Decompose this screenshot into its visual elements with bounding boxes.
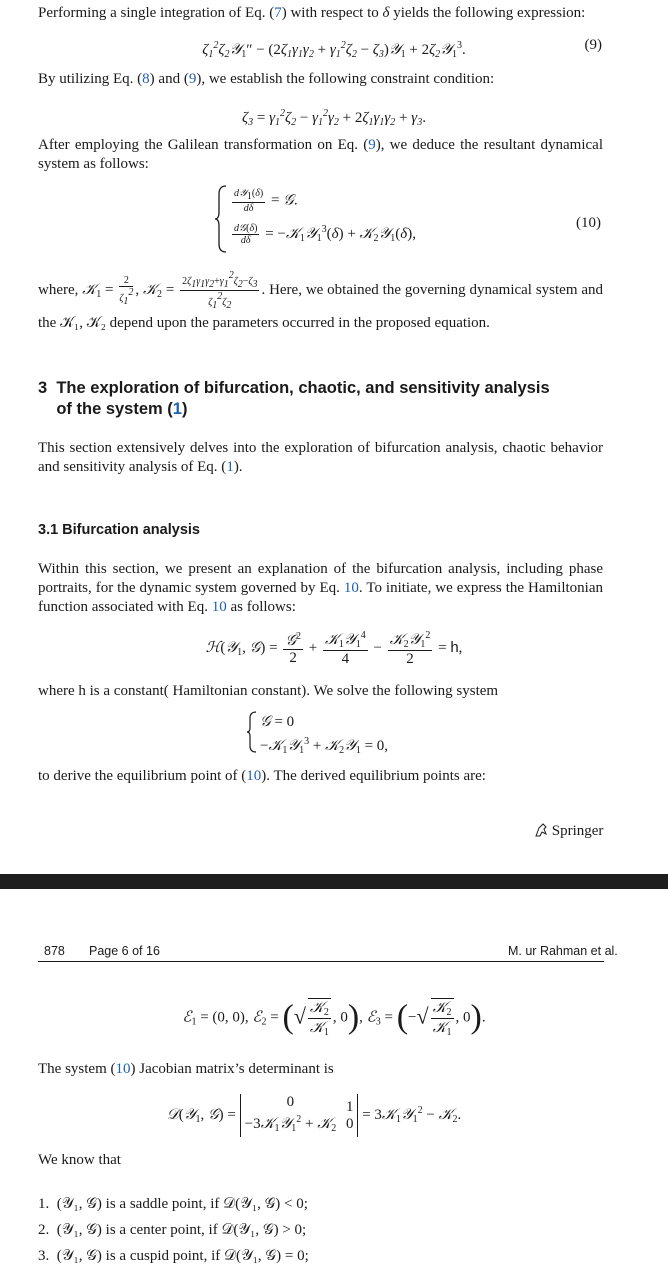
section-3-heading: 3 The exploration of bifurcation, chaotic, and sensitivity analysis of the system (1) — [38, 379, 550, 418]
list-text: (𝒴₁, 𝒢) is a cuspid point, if 𝒟(𝒴₁, 𝒢) = 0; — [56, 1248, 309, 1264]
eq-ref-9[interactable]: 9 — [188, 71, 197, 87]
equilibrium-system: 𝒢 = 0 −𝒦$_1$𝒴$_1^3$ + 𝒦$_2$𝒴$_1$ = 0, — [246, 710, 446, 754]
subsection-3-1-paragraph: Within this section, we present an explanation of the bifurcation analysis, including phase portraits, for the dynamic system governed by Eq. 10. To initiate, we express the Hamiltonian function associated with Eq. 10 as follows: — [38, 561, 603, 615]
constraint-equation: $\zeta_3 = \gamma_1^2\zeta_2 - \gamma_1^2\gamma_2 + 2\zeta_1\gamma_1\gamma_2 + \gamma_3$. — [242, 108, 426, 128]
jacobian-determinant-equation: 𝒟(𝒴$_1$, 𝒢) = 0 −3𝒦$_1$𝒴$_1^2$ + 𝒦$_2$ 1 0 = 3𝒦$_1$𝒴$_1^2$ − 𝒦$_2$. — [0, 1094, 648, 1137]
list-item — [38, 1247, 618, 1273]
eq-ref-10b[interactable]: 10 — [211, 599, 227, 615]
equilibrium-paragraph: to derive the equilibrium point of (10). The derived equilibrium points are: — [38, 768, 486, 784]
page-separator — [0, 874, 668, 889]
springer-logo — [534, 822, 603, 841]
section-3-paragraph: This section extensively delves into the exploration of bifurcation analysis, chaotic behavior and sensitivity analysis of Eq. (1). — [38, 440, 603, 475]
subsection-3-1-heading: 3.1 Bifurcation analysis — [38, 522, 200, 538]
eq-ref-10a[interactable]: 10 — [343, 580, 359, 596]
list-number: 1. — [38, 1196, 50, 1212]
where-paragraph: where, 𝒦$_1$ = $\frac{2}{\zeta 12}$ , 𝒦$_2$ = $\frac{2\zeta 1\gamma 1\gamma 2+\gamma 12\zeta 2-\zeta 3}{\zeta 12\zeta 2}$ . Here, we obtained the governing dynamical system and the 𝒦₁, 𝒦₂ depend upon the parameters occurred in the proposed equation. — [38, 270, 604, 331]
eq-ref-1b[interactable]: 1 — [226, 459, 234, 475]
list-item — [38, 1195, 618, 1221]
header-rule — [38, 961, 604, 962]
header-author: M. ur Rahman et al. — [508, 944, 618, 958]
equation-9: $\zeta_1^2\zeta_2𝒴_1'' - (2\zeta_1\gamma_1\gamma_2 + \gamma_1^2\zeta_2$ − $\zeta_3)𝒴_1$ + $2\zeta_2𝒴_1^3$. (9) — [202, 37, 602, 60]
list-item — [38, 1221, 618, 1247]
point-classification-list — [38, 1195, 618, 1273]
eq-ref-1[interactable]: 1 — [172, 400, 182, 418]
equation-number-10: (10) — [576, 215, 601, 231]
left-brace-icon-2 — [246, 710, 258, 754]
eq-ref-8[interactable]: 8 — [142, 71, 150, 87]
eq-ref-10d[interactable]: 10 — [115, 1061, 131, 1077]
eq-ref-10c[interactable]: 10 — [246, 768, 262, 784]
jacobian-paragraph: The system (10) Jacobian matrix’s determinant is — [38, 1061, 334, 1077]
hamiltonian-constant-paragraph: where h is a constant( Hamiltonian constant). We solve the following system — [38, 683, 499, 699]
hamiltonian-equation: ℋ(𝒴$_1$, 𝒢) = $\frac{𝒢^2}{2}$ + $\frac{𝒦_1𝒴_1^4}{4}$ − $\frac{𝒦_2𝒴_1^2}{2}$ = h, — [205, 630, 463, 667]
we-know-paragraph: We know that — [38, 1152, 121, 1168]
springer-horse-icon — [534, 822, 548, 838]
equilibrium-points-equation: ℰ$_1$ = (0, 0), ℰ$_2$ = (√ $\frac{𝒦_2}{𝒦_1}$ , 0), ℰ$_3$ = (−√ $\frac{𝒦_2}{𝒦_1}$ , 0). — [182, 998, 486, 1038]
header-page-of: Page 6 of 16 — [89, 944, 160, 958]
eq-ref-7[interactable]: 7 — [274, 5, 282, 21]
list-number: 3. — [38, 1248, 50, 1264]
intro-paragraph: Performing a single integration of Eq. (7) with respect to δ yields the following expression: — [38, 5, 586, 21]
jacobian-matrix: 0 −3𝒦$_1$𝒴$_1^2$ + 𝒦$_2$ 1 0 — [240, 1094, 359, 1137]
header-page-number: 878 — [44, 944, 65, 958]
eq-ref-9b[interactable]: 9 — [368, 137, 376, 153]
left-brace-icon — [214, 184, 228, 254]
galilean-paragraph: After employing the Galilean transformation on Eq. (9), we deduce the resultant dynamical system as follows: — [38, 137, 603, 172]
list-number: 2. — [38, 1222, 50, 1238]
constraint-paragraph: By utilizing Eq. (8) and (9), we establish the following constraint condition: — [38, 71, 495, 87]
equation-10: $\frac{\text{d𝒴1(δ)}}{d\delta}$ = 𝒢. $\frac{\text{d𝒢(δ)}}{d\delta}$ = −𝒦$_1$𝒴$_1^3$(δ) + 𝒦$_2$𝒴$_1$(δ), — [214, 184, 544, 254]
list-text: (𝒴₁, 𝒢) is a saddle point, if 𝒟(𝒴₁, 𝒢) < 0; — [56, 1196, 308, 1212]
where-paragraph-tail: . Here, we obtained the governing dynamical system and the 𝒦₁, 𝒦₂ depend upon the parameters occurred in the proposed equation. — [38, 281, 604, 331]
equation-number-9: (9) — [584, 37, 602, 53]
springer-text: Springer — [551, 823, 604, 839]
list-text: (𝒴₁, 𝒢) is a center point, if 𝒟(𝒴₁, 𝒢) > 0; — [56, 1222, 307, 1238]
